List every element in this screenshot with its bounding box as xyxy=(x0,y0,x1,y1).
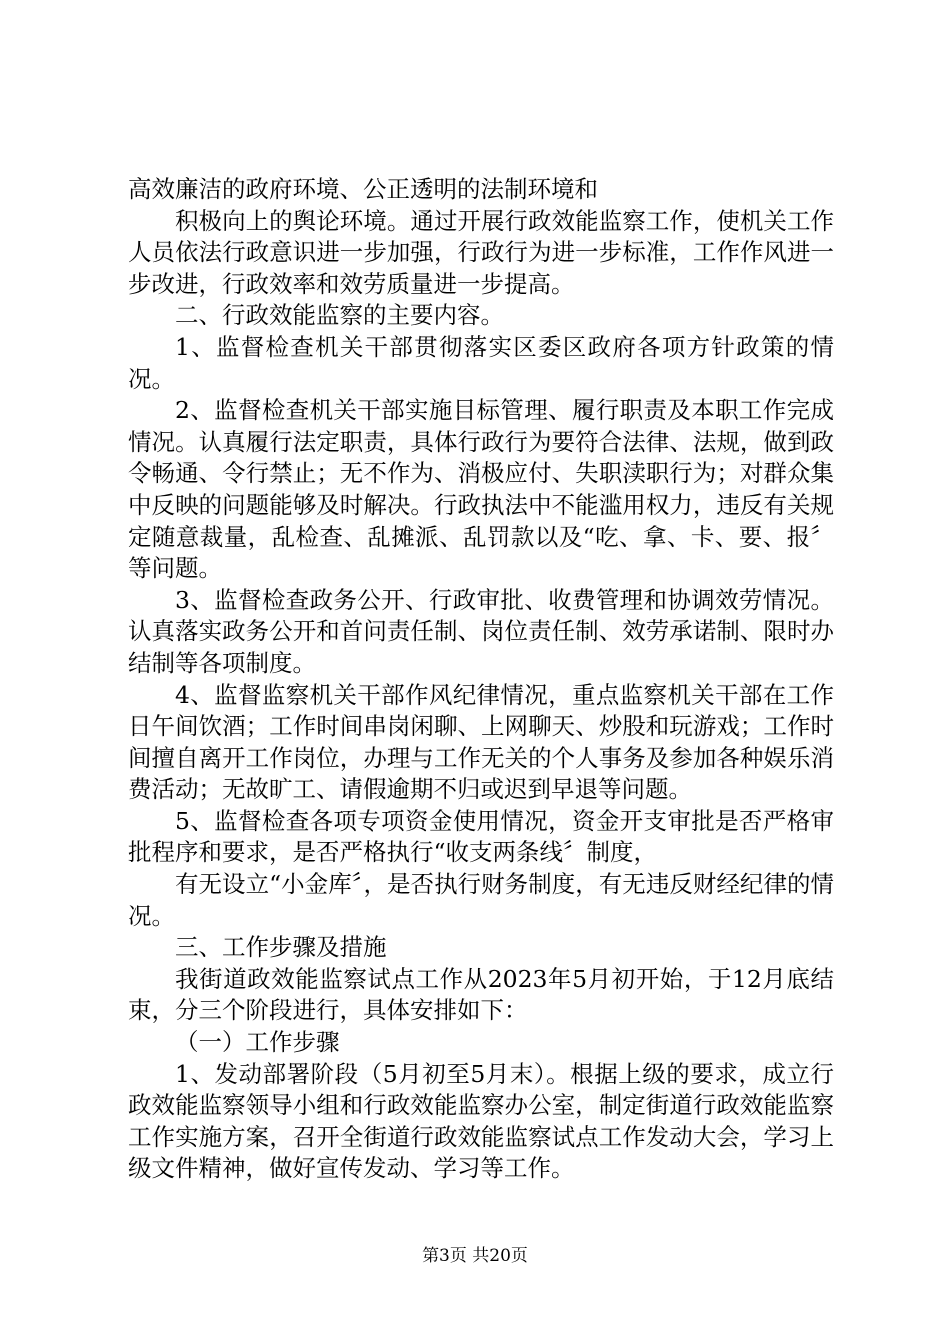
section-heading-3: 三、工作步骤及措施 xyxy=(175,933,387,962)
paragraph-item-5: 5、监督检查各项专项资金使用情况，资金开支审批是否严格审批程序和要求，是否严格执行“收支两条线〞制度， xyxy=(128,806,834,867)
paragraph-item-5-continued: 有无设立“小金库〞，是否执行财务制度，有无违反财经纪律的情况。 xyxy=(128,870,834,930)
paragraph-2: 积极向上的舆论环境。通过开展行政效能监察工作，使机关工作人员依法行政意识进一步加强，行政行为进一步标准，工作作风进一步改进，行政效率和效劳质量进一步提高。 xyxy=(128,206,834,298)
paragraph-1: 高效廉洁的政府环境、公正透明的法制环境和 xyxy=(128,175,598,203)
page-footer: 第3页 共20页 xyxy=(422,1246,528,1266)
subsection-heading-1: （一）工作步骤 xyxy=(175,1028,340,1057)
paragraph-item-4: 4、监督监察机关干部作风纪律情况，重点监察机关干部在工作日午间饮酒；工作时间串岗闲聊、上网聊天、炒股和玩游戏；工作时间擅自离开工作岗位，办理与工作无关的个人事务及参加各种娱乐消费活动；无故旷工、请假逾期不归或迟到早退等问题。 xyxy=(128,680,834,804)
paragraph-schedule: 我街道政效能监察试点工作从2023年5月初开始，于12月底结束，分三个阶段进行，具体安排如下： xyxy=(128,964,834,1025)
paragraph-item-2: 2、监督检查机关干部实施目标管理、履行职责及本职工作完成情况。认真履行法定职责，具体行政行为要符合法律、法规，做到政令畅通、令行禁止；无不作为、消极应付、失职渎职行为；对群众集中反映的问题能够及时解决。行政执法中不能滥用权力，违反有关规定随意裁量，乱检查、乱摊派、乱罚款以及“吃、拿、卡、要、报〞等问题。 xyxy=(128,396,834,583)
paragraph-step-1: 1、发动部署阶段（5月初至5月末）。根据上级的要求，成立行政效能监察领导小组和行政效能监察办公室，制定街道行政效能监察工作实施方案，召开全街道行政效能监察试点工作发动大会，学习上级文件精神，做好宣传发动、学习等工作。 xyxy=(128,1059,834,1183)
document-body xyxy=(128,174,834,1185)
paragraph-item-3: 3、监督检查政务公开、行政审批、收费管理和协调效劳情况。认真落实政务公开和首问责任制、岗位责任制、效劳承诺制、限时办结制等各项制度。 xyxy=(128,585,834,677)
paragraph-item-1: 1、监督检查机关干部贯彻落实区委区政府各项方针政策的情况。 xyxy=(128,332,834,393)
section-heading-2: 二、行政效能监察的主要内容。 xyxy=(175,301,504,330)
